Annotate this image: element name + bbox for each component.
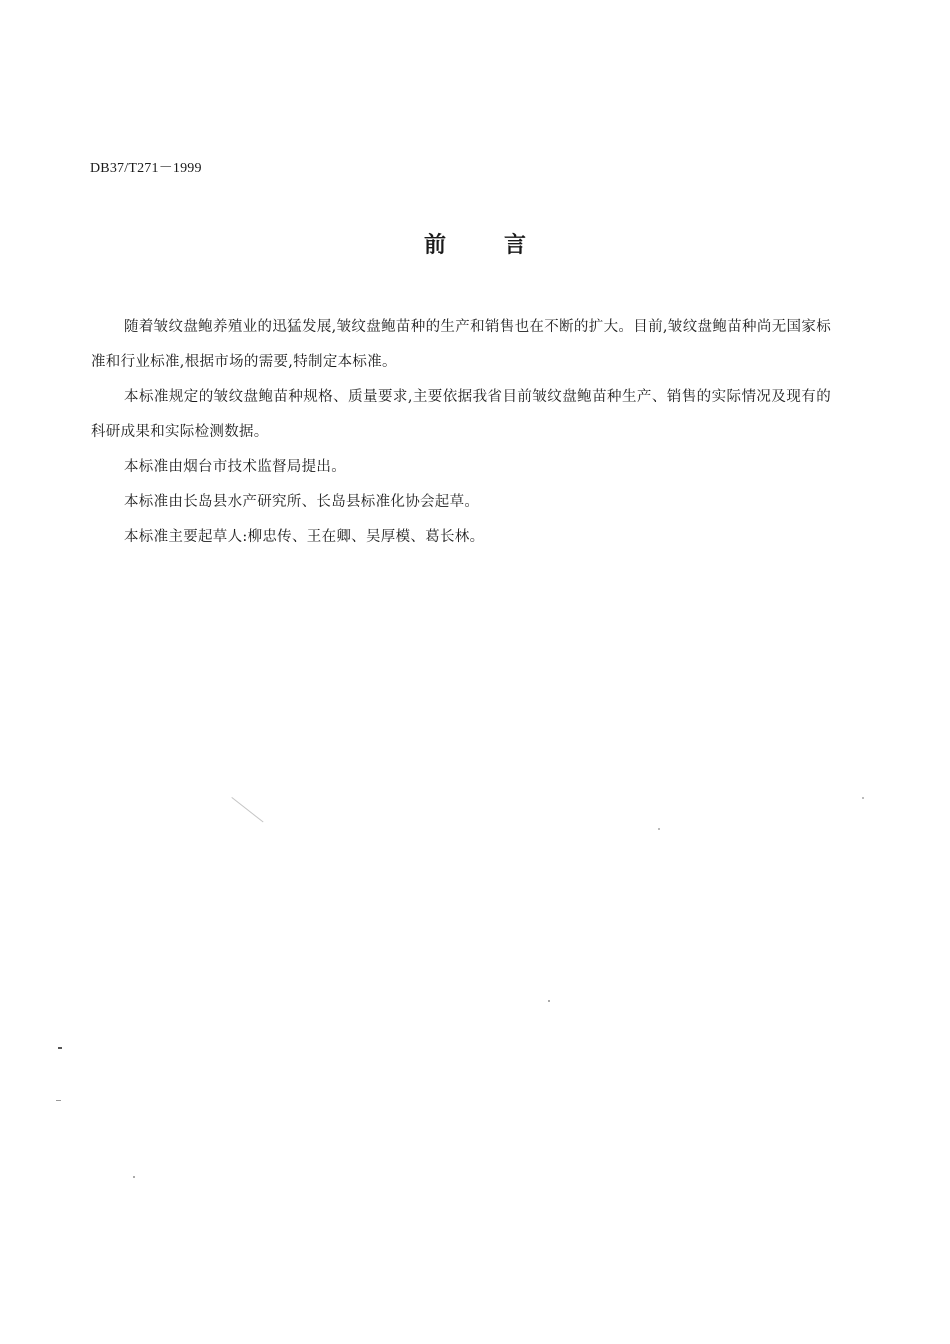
scan-speck <box>658 828 660 830</box>
scan-speck <box>56 1100 61 1101</box>
paragraph-drafting-unit: 本标准由长岛县水产研究所、长岛县标准化协会起草。 <box>124 494 480 510</box>
section-title <box>0 228 950 259</box>
paragraph-drafters: 本标准主要起草人:柳忠传、王在卿、吴厚模、葛长林。 <box>124 529 485 545</box>
title-char-2: 言 <box>504 232 527 258</box>
scan-speck <box>58 1047 62 1049</box>
standard-code: DB37/T271－1999 <box>90 161 202 176</box>
scan-speck <box>862 797 864 799</box>
paragraph-proposer: 本标准由烟台市技术监督局提出。 <box>124 459 346 475</box>
scan-speck <box>548 1000 550 1002</box>
title-char-1: 前 <box>423 232 446 258</box>
paragraph-basis: 本标准规定的皱纹盘鲍苗种规格、质量要求,主要依据我省目前皱纹盘鲍苗种生产、销售的实际情况及现有的科研成果和实际检测数据。 <box>91 389 831 440</box>
scan-speck <box>133 1176 135 1178</box>
scan-speck <box>231 797 263 822</box>
paragraph-background: 随着皱纹盘鲍养殖业的迅猛发展,皱纹盘鲍苗种的生产和销售也在不断的扩大。目前,皱纹盘鲍苗种尚无国家标准和行业标准,根据市场的需要,特制定本标准。 <box>91 319 831 370</box>
foreword-body <box>91 310 831 555</box>
